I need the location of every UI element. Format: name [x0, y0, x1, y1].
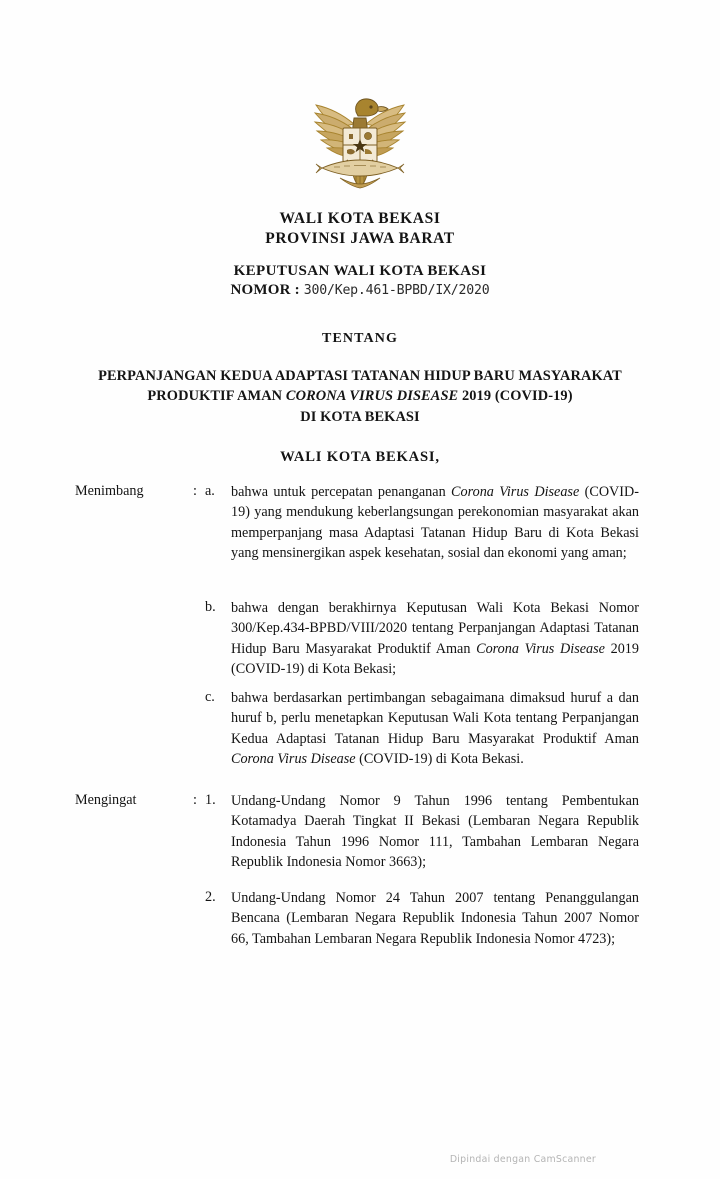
- considerations-marker-a: a.: [205, 483, 215, 499]
- title-line-2-pre: PRODUKTIF AMAN: [147, 388, 286, 405]
- considerations-text-b-italic: Corona Virus Disease: [476, 640, 605, 657]
- considerations-text-c-pre: bahwa berdasarkan pertimbangan sebagaimana dimaksud huruf a dan huruf b, perlu menetapkan Keputusan Wali Kota tentang Perpanjangan Kedua Adaptasi Tatanan Hidup Baru Masyarakat Produktif Aman: [231, 690, 639, 747]
- title-line-2-post: 2019 (COVID-19): [458, 388, 573, 405]
- title-line-2: [0, 386, 720, 406]
- garuda-pancasila-emblem: [296, 88, 424, 192]
- legal-basis-text-1: Undang-Undang Nomor 9 Tahun 1996 tentang Pembentukan Kotamadya Daerah Tingkat II Bekasi (Lembaran Negara Republik Indonesia Tahun 1996 Nomor 111, Tambahan Lembaran Negara Republik Indonesia Nomor 3663);: [231, 793, 639, 871]
- about-label: TENTANG: [322, 331, 398, 346]
- considerations-marker-c: c.: [205, 689, 215, 705]
- document-title: [0, 366, 720, 427]
- considerations-item-c: [60, 688, 639, 770]
- decision-number-line: [0, 282, 720, 299]
- considerations-text-b-pre: bahwa dengan berakhirnya Keputusan Wali Kota Bekasi Nomor 300/Kep.434-BPBD/VIII/2020 tentang Perpanjangan Adaptasi Tatanan Hidup Baru Masyarakat Produktif Aman: [231, 600, 639, 657]
- scan-watermark: Dipindai dengan CamScanner: [449, 1154, 596, 1165]
- considerations-text-a-pre: bahwa untuk percepatan penanganan: [231, 484, 452, 500]
- authority-heading: [0, 209, 720, 250]
- legal-basis-marker-1: 1.: [205, 792, 216, 808]
- considerations-text-a: [231, 482, 639, 564]
- decision-number-value: 300/Kep.461-BPBD/IX/2020: [303, 282, 490, 298]
- considerations-text-b-post: 2019 (COVID-19) di Kota Bekasi;: [231, 640, 639, 678]
- legal-basis-marker-2: 2.: [205, 889, 216, 905]
- considerations-text-c-post: (COVID-19) di Kota Bekasi.: [355, 751, 524, 768]
- authority-line-2: PROVINSI JAWA BARAT: [265, 230, 455, 248]
- signee-heading: WALI KOTA BEKASI,: [280, 449, 440, 465]
- considerations-item-a: [60, 482, 639, 564]
- considerations-text-b: [231, 598, 639, 680]
- considerations-text-a-italic: Corona Virus Disease: [451, 484, 580, 500]
- authority-line-1: WALI KOTA BEKASI: [279, 210, 441, 227]
- title-line-2-italic: CORONA VIRUS DISEASE: [285, 388, 459, 405]
- considerations-label: Menimbang: [75, 483, 144, 499]
- decision-type: KEPUTUSAN WALI KOTA BEKASI: [233, 263, 487, 279]
- title-line-3: DI KOTA BEKASI: [300, 408, 420, 425]
- legal-basis-item-2: [60, 888, 639, 949]
- title-line-1: PERPANJANGAN KEDUA ADAPTASI TATANAN HIDUP BARU MASYARAKAT: [98, 368, 622, 384]
- legal-basis-label: Mengingat: [75, 792, 137, 808]
- legal-basis-item-1: [60, 791, 639, 873]
- decision-heading: [0, 262, 720, 299]
- considerations-item-b: [60, 598, 639, 680]
- considerations-text-c-italic: Corona Virus Disease: [231, 751, 356, 768]
- legal-basis-text-2: Undang-Undang Nomor 24 Tahun 2007 tentang Penanggulangan Bencana (Lembaran Negara Republik Indonesia Tahun 2007 Nomor 66, Tambahan Lembaran Negara Republik Indonesia Nomor 4723);: [231, 890, 639, 947]
- considerations-text-c: [231, 688, 639, 770]
- decision-number-label: NOMOR :: [230, 281, 300, 298]
- considerations-colon: :: [193, 483, 197, 499]
- considerations-marker-b: b.: [205, 599, 216, 615]
- emblem-container: [0, 88, 720, 192]
- legal-basis-colon: :: [193, 792, 197, 808]
- considerations-text-a-post: (COVID-19) yang mendukung keberlangsungan perekonomian masyarakat akan memperpanjang masa Adaptasi Tatanan Hidup Baru di Kota Bekasi yang mensinergikan aspek kesehatan, sosial dan ekonomi yang aman;: [231, 484, 640, 562]
